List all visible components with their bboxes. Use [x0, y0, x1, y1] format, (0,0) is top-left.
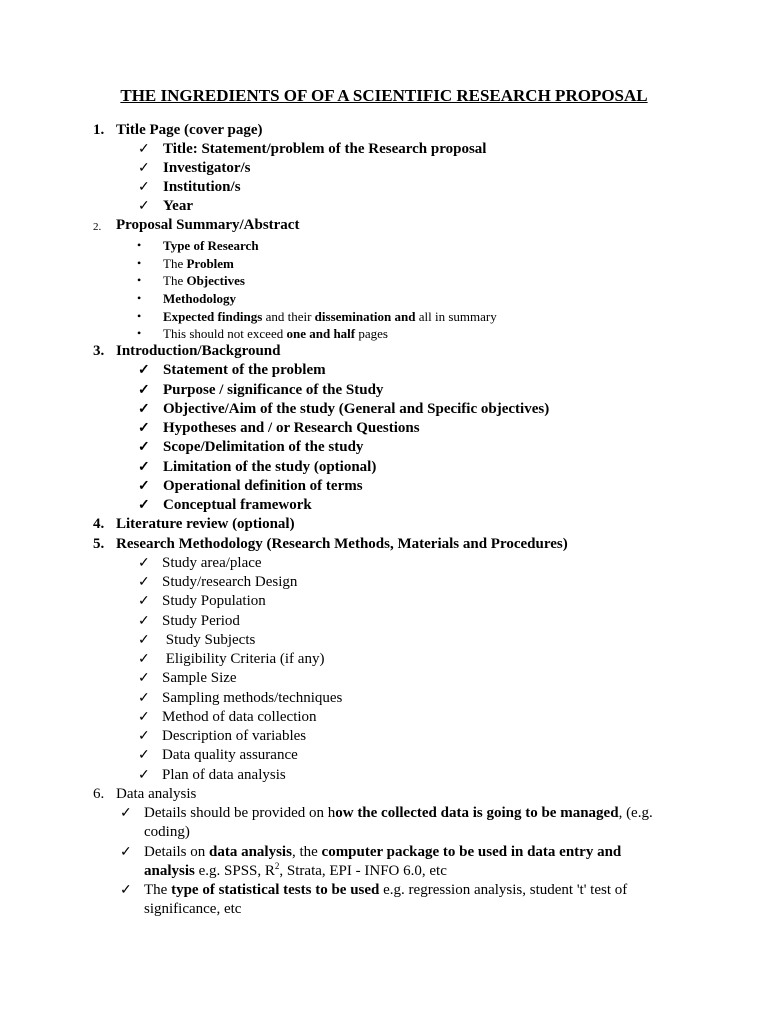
document-page: THE INGREDIENTS OF OF A SCIENTIFIC RESEARCH PROPOSAL 1. Title Page (cover page) ✓ Title: Statement/problem of the Research proposal ✓ Investigator/s ✓ Institution/s ✓ Year 2. Proposal Summary/Abstract • Type of Research • The Problem • The Objectives • Methodology • Expected findings and their dissemination and all in summary • This should not exceed one and half pages 3. Introduction/Background ✓ Statement of the problem ✓ Purpose / significance of the Study ✓ Objective/Aim of the study (General and Specific objectives) ✓ Hypotheses and / or Research Questions ✓ Scope/Delimitation of the study ✓ Limitation of the study (optional) ✓ Operational definition of terms ✓ Conceptual framework 4. Literature review (optional) 5. Research Methodology (Research Methods, Materials and Procedures) ✓ Study area/place ✓ Study/research Design ✓ Study Population ✓ Study Period ✓ Study Subjects ✓ Eligibility Criteria (if any) ✓ Sample Size ✓ Sampling methods/techniques ✓ Method of data collection ✓ Description of variables ✓ Data quality assurance ✓ Plan of data analysis 6. Data analysis ✓ Details should be provided on how the collected data is going to be managed, (e.g. coding) ✓ Details on data analysis, the computer package to be used in data entry and analysis e.g. SPSS, $R^2$, Strata, EPI - INFO 6.0, etc ✓ The type of statistical tests to be used e.g. regression analysis, student 't' test of significance, etc [0, 0, 768, 1024]
section-number: 4. [93, 516, 105, 532]
checkmark-icon: ✓ [138, 142, 150, 157]
checkmark-icon: ✓ [138, 729, 150, 744]
checkmark-icon: ✓ [120, 845, 132, 860]
checkmark-icon: ✓ [138, 460, 150, 475]
checkmark-icon: ✓ [138, 633, 150, 648]
checkmark-icon: ✓ [138, 594, 150, 609]
checkmark-icon: ✓ [138, 652, 150, 667]
bullet-icon: • [137, 326, 142, 340]
checkmark-icon: ✓ [138, 363, 150, 378]
checkmark-icon: ✓ [138, 710, 150, 725]
section-label: Research Methodology (Research Methods, Materials and Procedures) [116, 536, 568, 552]
checkmark-icon: ✓ [138, 383, 150, 398]
section-number: 3. [93, 343, 105, 359]
document-title: THE INGREDIENTS OF OF A SCIENTIFIC RESEARCH PROPOSAL [120, 86, 648, 105]
checkmark-icon: ✓ [138, 161, 150, 176]
section-label: Introduction/Background [116, 343, 281, 359]
checkmark-icon: ✓ [138, 180, 150, 195]
checkmark-icon: ✓ [138, 440, 150, 455]
checkmark-icon: ✓ [138, 498, 150, 513]
checkmark-icon: ✓ [138, 402, 150, 417]
section-label: Literature review (optional) [116, 516, 295, 532]
section-label: Proposal Summary/Abstract [116, 217, 300, 233]
checkmark-icon: ✓ [138, 479, 150, 494]
checkmark-icon: ✓ [138, 768, 150, 783]
checkmark-icon: ✓ [138, 614, 150, 629]
checkmark-icon: ✓ [138, 671, 150, 686]
bullet-icon: • [137, 238, 142, 252]
checkmark-icon: ✓ [138, 421, 150, 436]
bullet-icon: • [137, 291, 142, 305]
checkmark-icon: ✓ [138, 575, 150, 590]
section-label: Title Page (cover page) [116, 122, 263, 138]
bullet-icon: • [137, 309, 142, 323]
section-number: 2. [93, 221, 102, 233]
section-number: 5. [93, 536, 105, 552]
bullet-icon: • [137, 273, 142, 287]
checkmark-icon: ✓ [120, 883, 132, 898]
checkmark-icon: ✓ [120, 806, 132, 821]
checkmark-icon: ✓ [138, 556, 150, 571]
checkmark-icon: ✓ [138, 748, 150, 763]
section-label: Data analysis [116, 786, 197, 802]
checkmark-icon: ✓ [138, 691, 150, 706]
section-number: 1. [93, 122, 105, 138]
bullet-icon: • [137, 256, 142, 270]
section-number: 6. [93, 786, 105, 802]
checkmark-icon: ✓ [138, 199, 150, 214]
